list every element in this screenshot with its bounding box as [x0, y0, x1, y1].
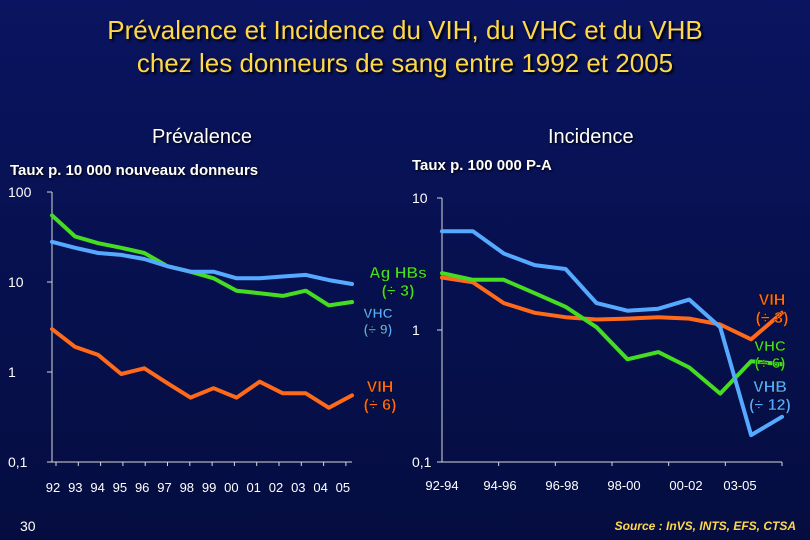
x-tick-label: 05 [335, 480, 351, 495]
series-line-vhb [442, 231, 782, 435]
x-tick-label: 03 [291, 480, 306, 495]
x-tick-label: 96-98 [545, 478, 579, 493]
series-label: VHC [754, 338, 786, 355]
x-tick-label: 00-02 [669, 478, 703, 493]
series-label: VIH [366, 379, 394, 396]
series-ratio: (÷ 9) [363, 321, 393, 337]
slide-number: 30 [20, 518, 36, 534]
y-tick-label: 100 [8, 184, 32, 200]
y-tick-label: 0,1 [8, 454, 28, 470]
x-tick-label: 97 [157, 480, 172, 495]
x-tick-label: 96 [134, 480, 150, 495]
series-ratio: (÷ 6) [754, 355, 786, 372]
title-line-1: Prévalence et Incidence du VIH, du VHC et du VHB [107, 15, 703, 45]
x-tick-label: 92-94 [425, 478, 459, 493]
x-tick-label: 98-00 [607, 478, 641, 493]
x-tick-label: 94 [90, 480, 105, 495]
y-tick-label: 1 [8, 364, 16, 380]
series-label: VHB [753, 379, 787, 396]
prevalence-ylabel: Taux p. 10 000 nouveaux donneurs [10, 162, 259, 179]
incidence-title: Incidence [548, 126, 634, 148]
x-tick-label: 95 [112, 480, 128, 495]
series-label: VIH [758, 292, 786, 309]
series-line-ag-hbs [52, 215, 352, 305]
y-tick-label: 10 [8, 274, 24, 290]
x-tick-label: 94-96 [483, 478, 517, 493]
series-line-vih [52, 329, 352, 408]
x-tick-label: 98 [179, 480, 195, 495]
x-tick-label: 03-05 [723, 478, 757, 493]
y-tick-label: 0,1 [412, 454, 432, 470]
x-tick-label: 99 [201, 480, 217, 495]
title-line-2: chez les donneurs de sang entre 1992 et 2005 [136, 48, 674, 78]
y-tick-label: 10 [412, 190, 428, 206]
series-line-vhc [442, 273, 782, 394]
series-label: Ag HBs [369, 265, 427, 282]
prevalence-title: Prévalence [152, 126, 253, 148]
x-tick-label: 00 [224, 480, 239, 495]
series-ratio: (÷ 3) [755, 310, 789, 327]
x-tick-label: 01 [246, 480, 261, 495]
series-ratio: (÷ 3) [381, 283, 415, 300]
incidence-ylabel: Taux p. 100 000 P-A [412, 157, 552, 174]
x-tick-label: 04 [313, 480, 328, 495]
series-line-vhc [52, 242, 352, 284]
source-note: Source : InVS, INTS, EFS, CTSA [614, 519, 796, 533]
x-tick-label: 02 [268, 480, 284, 495]
x-tick-label: 92 [45, 480, 61, 495]
series-ratio: (÷ 6) [363, 397, 397, 414]
series-ratio: (÷ 12) [749, 397, 791, 414]
x-tick-label: 93 [68, 480, 83, 495]
series-label: VHC [363, 305, 393, 321]
y-tick-label: 1 [412, 322, 420, 338]
